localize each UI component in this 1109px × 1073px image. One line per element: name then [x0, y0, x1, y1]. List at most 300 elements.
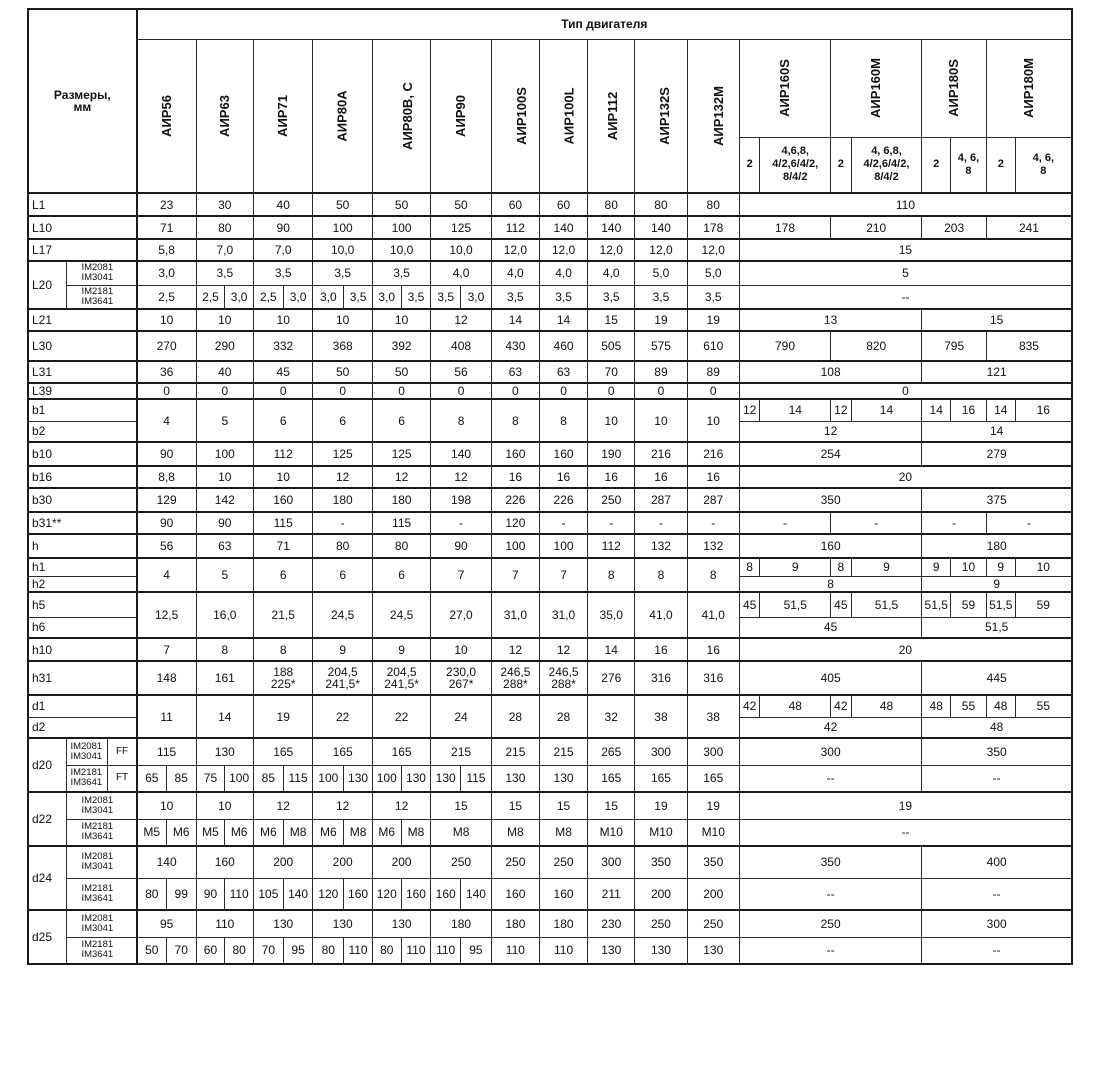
value-cell: 200	[635, 878, 687, 910]
value-cell: 316	[687, 661, 739, 695]
row-label: d20	[28, 738, 67, 792]
value-cell: 90	[196, 512, 253, 534]
group-value-cell: 835	[986, 331, 1072, 361]
group-value-cell: 790	[739, 331, 830, 361]
group-value-cell: --	[739, 878, 921, 910]
value-cell: 8	[635, 558, 687, 592]
motor-header	[491, 39, 539, 193]
motor-name: АИР90	[453, 94, 469, 137]
value-cell: 115	[283, 765, 313, 792]
value-cell: 80	[313, 534, 372, 558]
value-cell: 12	[539, 638, 587, 661]
group-value-cell: 250	[739, 910, 921, 937]
value-cell: 90	[431, 534, 491, 558]
flange-type: FT	[108, 765, 137, 792]
value-cell: 160	[254, 488, 313, 512]
value-cell: 10	[254, 309, 313, 331]
value-cell: 19	[635, 792, 687, 819]
value-cell: 5,0	[687, 261, 739, 285]
value-cell: 80	[372, 534, 430, 558]
group-value-cell: 16	[951, 399, 987, 421]
value-cell: 246,5 288*	[491, 661, 539, 695]
value-cell: 3,0	[461, 285, 492, 309]
value-cell: 70	[254, 937, 284, 964]
value-cell: 56	[137, 534, 196, 558]
value-cell: 10	[137, 792, 196, 819]
mount-code: IM2081 IM3041	[67, 738, 108, 765]
group-value-cell: 5	[739, 261, 1072, 285]
value-cell: M6	[225, 819, 254, 846]
group-value-cell: 51,5	[760, 592, 831, 617]
value-cell: 23	[137, 193, 196, 216]
poles-cell: 2	[986, 137, 1015, 193]
value-cell: 10	[137, 309, 196, 331]
motor-header	[196, 39, 253, 193]
value-cell: 160	[431, 878, 461, 910]
header-sizes: Размеры, мм	[28, 9, 137, 193]
value-cell: 5	[196, 558, 253, 592]
value-cell: 0	[491, 383, 539, 399]
value-cell: 3,5	[344, 285, 373, 309]
motor-header	[922, 39, 987, 137]
value-cell: 0	[431, 383, 491, 399]
value-cell: 99	[166, 878, 196, 910]
value-cell: 130	[588, 937, 635, 964]
group-value-cell: 180	[922, 534, 1072, 558]
value-cell: M6	[254, 819, 284, 846]
group-value-cell: 795	[922, 331, 987, 361]
value-cell: 50	[313, 361, 372, 383]
value-cell: 216	[635, 442, 687, 466]
value-cell: 10	[196, 792, 253, 819]
motor-name: АИР160S	[776, 59, 792, 117]
value-cell: 15	[491, 792, 539, 819]
value-cell: 610	[687, 331, 739, 361]
value-cell: 3,5	[539, 285, 587, 309]
row-label: d1	[28, 695, 137, 717]
value-cell: 287	[635, 488, 687, 512]
row-label: h5	[28, 592, 137, 617]
group-value-cell: 42	[831, 695, 852, 717]
value-cell: 430	[491, 331, 539, 361]
value-cell: 80	[635, 193, 687, 216]
value-cell: 12	[431, 466, 491, 488]
value-cell: 80	[687, 193, 739, 216]
value-cell: 190	[588, 442, 635, 466]
value-cell: -	[588, 512, 635, 534]
value-cell: 8	[254, 638, 313, 661]
value-cell: 130	[491, 765, 539, 792]
motor-name: АИР63	[216, 94, 232, 137]
value-cell: 215	[431, 738, 491, 765]
value-cell: 3,5	[431, 285, 461, 309]
value-cell: 165	[254, 738, 313, 765]
value-cell: 200	[687, 878, 739, 910]
value-cell: 21,5	[254, 592, 313, 638]
motor-header	[588, 39, 635, 193]
value-cell: 130	[539, 765, 587, 792]
group-value-cell: 48	[760, 695, 831, 717]
value-cell: 56	[431, 361, 491, 383]
value-cell: 14	[588, 638, 635, 661]
value-cell: 215	[539, 738, 587, 765]
value-cell: 180	[372, 488, 430, 512]
value-cell: 180	[431, 910, 491, 937]
value-cell: 4,0	[431, 261, 491, 285]
motor-header	[539, 39, 587, 193]
value-cell: 24	[431, 695, 491, 738]
value-cell: 0	[588, 383, 635, 399]
value-cell: 31,0	[539, 592, 587, 638]
group-value-cell: 45	[739, 617, 921, 638]
value-cell: 132	[635, 534, 687, 558]
value-cell: 250	[687, 910, 739, 937]
group-value-cell: 42	[739, 717, 921, 738]
group-value-cell: 350	[739, 846, 921, 878]
value-cell: 3,0	[283, 285, 313, 309]
value-cell: 63	[196, 534, 253, 558]
value-cell: 16	[588, 466, 635, 488]
value-cell: 7	[491, 558, 539, 592]
value-cell: 30	[196, 193, 253, 216]
group-value-cell: 9	[760, 558, 831, 576]
value-cell: M8	[344, 819, 373, 846]
value-cell: 14	[539, 309, 587, 331]
value-cell: 10	[635, 399, 687, 442]
row-label: L10	[28, 216, 137, 239]
value-cell: 165	[313, 738, 372, 765]
value-cell: 80	[588, 193, 635, 216]
value-cell: 408	[431, 331, 491, 361]
value-cell: 110	[401, 937, 431, 964]
value-cell: 12	[372, 792, 430, 819]
group-value-cell: --	[922, 878, 1072, 910]
mount-code: IM2181 IM3641	[67, 765, 108, 792]
value-cell: 290	[196, 331, 253, 361]
mount-code: IM2181 IM3641	[67, 819, 137, 846]
group-value-cell: 279	[922, 442, 1072, 466]
value-cell: 276	[588, 661, 635, 695]
row-label: h31	[28, 661, 137, 695]
value-cell: 130	[344, 765, 373, 792]
value-cell: 230,0 267*	[431, 661, 491, 695]
value-cell: 7	[539, 558, 587, 592]
value-cell: M8	[491, 819, 539, 846]
value-cell: 89	[687, 361, 739, 383]
value-cell: 270	[137, 331, 196, 361]
value-cell: 22	[372, 695, 430, 738]
value-cell: 11	[137, 695, 196, 738]
value-cell: 8,8	[137, 466, 196, 488]
row-label: d2	[28, 717, 137, 738]
group-value-cell: 0	[739, 383, 1072, 399]
value-cell: 6	[313, 558, 372, 592]
value-cell: 95	[461, 937, 492, 964]
value-cell: 27,0	[431, 592, 491, 638]
row-label: L21	[28, 309, 137, 331]
value-cell: 200	[254, 846, 313, 878]
value-cell: 15	[588, 309, 635, 331]
group-value-cell: 51,5	[851, 592, 922, 617]
value-cell: 100	[491, 534, 539, 558]
value-cell: 19	[687, 792, 739, 819]
value-cell: 12,0	[491, 239, 539, 261]
value-cell: 115	[461, 765, 492, 792]
mount-code: IM2181 IM3641	[67, 285, 137, 309]
group-value-cell: 15	[739, 239, 1072, 261]
value-cell: 12,0	[539, 239, 587, 261]
value-cell: 110	[491, 937, 539, 964]
motor-name: АИР80В, С	[399, 81, 415, 150]
value-cell: 24,5	[372, 592, 430, 638]
value-cell: 12,0	[588, 239, 635, 261]
motor-header	[687, 39, 739, 193]
group-value-cell: 13	[739, 309, 921, 331]
value-cell: 3,0	[313, 285, 344, 309]
value-cell: 28	[491, 695, 539, 738]
value-cell: 368	[313, 331, 372, 361]
value-cell: 6	[372, 558, 430, 592]
value-cell: 100	[539, 534, 587, 558]
group-value-cell: -	[922, 512, 987, 534]
value-cell: 216	[687, 442, 739, 466]
value-cell: M5	[137, 819, 167, 846]
row-label: L20	[28, 261, 67, 309]
value-cell: 28	[539, 695, 587, 738]
value-cell: 80	[313, 937, 344, 964]
value-cell: 4,0	[539, 261, 587, 285]
value-cell: 2,5	[137, 285, 196, 309]
group-value-cell: 55	[951, 695, 987, 717]
value-cell: 300	[635, 738, 687, 765]
group-value-cell: 375	[922, 488, 1072, 512]
value-cell: -	[313, 512, 372, 534]
motor-header	[739, 39, 830, 137]
value-cell: 300	[588, 846, 635, 878]
group-value-cell: 203	[922, 216, 987, 239]
value-cell: 90	[137, 512, 196, 534]
value-cell: 5	[196, 399, 253, 442]
value-cell: 575	[635, 331, 687, 361]
group-value-cell: 820	[831, 331, 922, 361]
value-cell: 6	[254, 399, 313, 442]
group-value-cell: 59	[951, 592, 987, 617]
motor-name: АИР180S	[946, 59, 962, 117]
value-cell: 38	[687, 695, 739, 738]
group-value-cell: 254	[739, 442, 921, 466]
value-cell: 125	[431, 216, 491, 239]
value-cell: 125	[313, 442, 372, 466]
value-cell: 80	[372, 937, 401, 964]
value-cell: 8	[196, 638, 253, 661]
value-cell: -	[431, 512, 491, 534]
value-cell: 204,5 241,5*	[372, 661, 430, 695]
poles-cell: 2	[739, 137, 760, 193]
value-cell: 100	[372, 765, 401, 792]
group-value-cell: 14	[922, 399, 951, 421]
mount-code: IM2081 IM3041	[67, 261, 137, 285]
value-cell: 10	[313, 309, 372, 331]
row-label: b2	[28, 421, 137, 442]
value-cell: 188 225*	[254, 661, 313, 695]
value-cell: 10	[687, 399, 739, 442]
group-value-cell: 14	[760, 399, 831, 421]
value-cell: 3,5	[635, 285, 687, 309]
value-cell: 120	[491, 512, 539, 534]
motor-header	[372, 39, 430, 193]
row-label: L31	[28, 361, 137, 383]
group-value-cell: 15	[922, 309, 1072, 331]
value-cell: 200	[313, 846, 372, 878]
value-cell: 250	[431, 846, 491, 878]
motor-name: АИР160М	[868, 58, 884, 118]
motor-header	[313, 39, 372, 193]
value-cell: 0	[254, 383, 313, 399]
motor-name: АИР112	[605, 91, 621, 140]
value-cell: 226	[539, 488, 587, 512]
value-cell: M5	[196, 819, 225, 846]
poles-cell: 2	[922, 137, 951, 193]
group-value-cell: 48	[922, 695, 951, 717]
mount-code: IM2181 IM3641	[67, 937, 137, 964]
group-value-cell: 48	[922, 717, 1072, 738]
group-value-cell: 14	[922, 421, 1072, 442]
value-cell: 3,5	[372, 261, 430, 285]
value-cell: 110	[344, 937, 373, 964]
value-cell: 3,5	[254, 261, 313, 285]
group-value-cell: 300	[739, 738, 921, 765]
value-cell: 4,0	[491, 261, 539, 285]
value-cell: 3,5	[687, 285, 739, 309]
value-cell: 60	[491, 193, 539, 216]
value-cell: 85	[254, 765, 284, 792]
value-cell: 36	[137, 361, 196, 383]
value-cell: 0	[687, 383, 739, 399]
value-cell: 60	[539, 193, 587, 216]
value-cell: 16,0	[196, 592, 253, 638]
value-cell: 0	[372, 383, 430, 399]
mount-code: IM2081 IM3041	[67, 910, 137, 937]
row-label: h1	[28, 558, 137, 576]
value-cell: M8	[283, 819, 313, 846]
value-cell: 19	[254, 695, 313, 738]
value-cell: 6	[372, 399, 430, 442]
value-cell: 130	[372, 910, 430, 937]
value-cell: 16	[635, 466, 687, 488]
value-cell: 12,0	[635, 239, 687, 261]
value-cell: 12,5	[137, 592, 196, 638]
group-value-cell: --	[922, 765, 1072, 792]
value-cell: 125	[372, 442, 430, 466]
group-value-cell: 9	[851, 558, 922, 576]
row-label: b1	[28, 399, 137, 421]
value-cell: 16	[687, 638, 739, 661]
value-cell: 100	[313, 216, 372, 239]
row-label: d25	[28, 910, 67, 964]
value-cell: 14	[196, 695, 253, 738]
group-value-cell: 12	[831, 399, 852, 421]
value-cell: 41,0	[687, 592, 739, 638]
value-cell: 142	[196, 488, 253, 512]
group-value-cell: 241	[986, 216, 1072, 239]
group-value-cell: 55	[1015, 695, 1072, 717]
value-cell: 50	[372, 361, 430, 383]
row-label: d22	[28, 792, 67, 846]
value-cell: 115	[372, 512, 430, 534]
motor-name: АИР56	[158, 94, 174, 137]
value-cell: 80	[196, 216, 253, 239]
value-cell: 10	[431, 638, 491, 661]
group-value-cell: 59	[1015, 592, 1072, 617]
motor-header	[254, 39, 313, 193]
dimensions-table	[27, 8, 1073, 965]
value-cell: 160	[539, 442, 587, 466]
value-cell: 35,0	[588, 592, 635, 638]
value-cell: 3,0	[372, 285, 401, 309]
value-cell: 140	[431, 442, 491, 466]
value-cell: 160	[491, 878, 539, 910]
value-cell: 60	[196, 937, 225, 964]
value-cell: 12,0	[687, 239, 739, 261]
value-cell: 165	[635, 765, 687, 792]
motor-name: АИР180М	[1020, 58, 1036, 118]
group-value-cell: 9	[922, 558, 951, 576]
group-value-cell: 160	[739, 534, 921, 558]
value-cell: 178	[687, 216, 739, 239]
value-cell: 180	[313, 488, 372, 512]
value-cell: 120	[313, 878, 344, 910]
motor-name: АИР100L	[561, 87, 577, 145]
poles-cell: 4,6,8, 4/2,6/4/2, 8/4/2	[760, 137, 831, 193]
value-cell: 10	[196, 309, 253, 331]
value-cell: 129	[137, 488, 196, 512]
value-cell: 100	[372, 216, 430, 239]
value-cell: 130	[431, 765, 461, 792]
group-value-cell: 19	[739, 792, 1072, 819]
value-cell: 19	[635, 309, 687, 331]
value-cell: 16	[539, 466, 587, 488]
value-cell: 2,5	[196, 285, 225, 309]
poles-cell: 4, 6, 8	[1015, 137, 1072, 193]
value-cell: 110	[539, 937, 587, 964]
value-cell: 70	[588, 361, 635, 383]
group-value-cell: 405	[739, 661, 921, 695]
value-cell: 130	[196, 738, 253, 765]
value-cell: 7	[137, 638, 196, 661]
value-cell: 140	[461, 878, 492, 910]
value-cell: 140	[588, 216, 635, 239]
group-value-cell: 10	[1015, 558, 1072, 576]
value-cell: 160	[344, 878, 373, 910]
group-value-cell: 14	[986, 399, 1015, 421]
header-motor-type: Тип двигателя	[137, 9, 1072, 39]
value-cell: 15	[431, 792, 491, 819]
value-cell: 50	[137, 937, 167, 964]
value-cell: 505	[588, 331, 635, 361]
value-cell: 41,0	[635, 592, 687, 638]
value-cell: 332	[254, 331, 313, 361]
value-cell: 3,5	[313, 261, 372, 285]
value-cell: 198	[431, 488, 491, 512]
value-cell: 161	[196, 661, 253, 695]
value-cell: 120	[372, 878, 401, 910]
value-cell: 0	[539, 383, 587, 399]
group-value-cell: 350	[922, 738, 1072, 765]
value-cell: 165	[687, 765, 739, 792]
value-cell: 40	[254, 193, 313, 216]
motor-header	[986, 39, 1072, 137]
group-value-cell: --	[739, 937, 921, 964]
